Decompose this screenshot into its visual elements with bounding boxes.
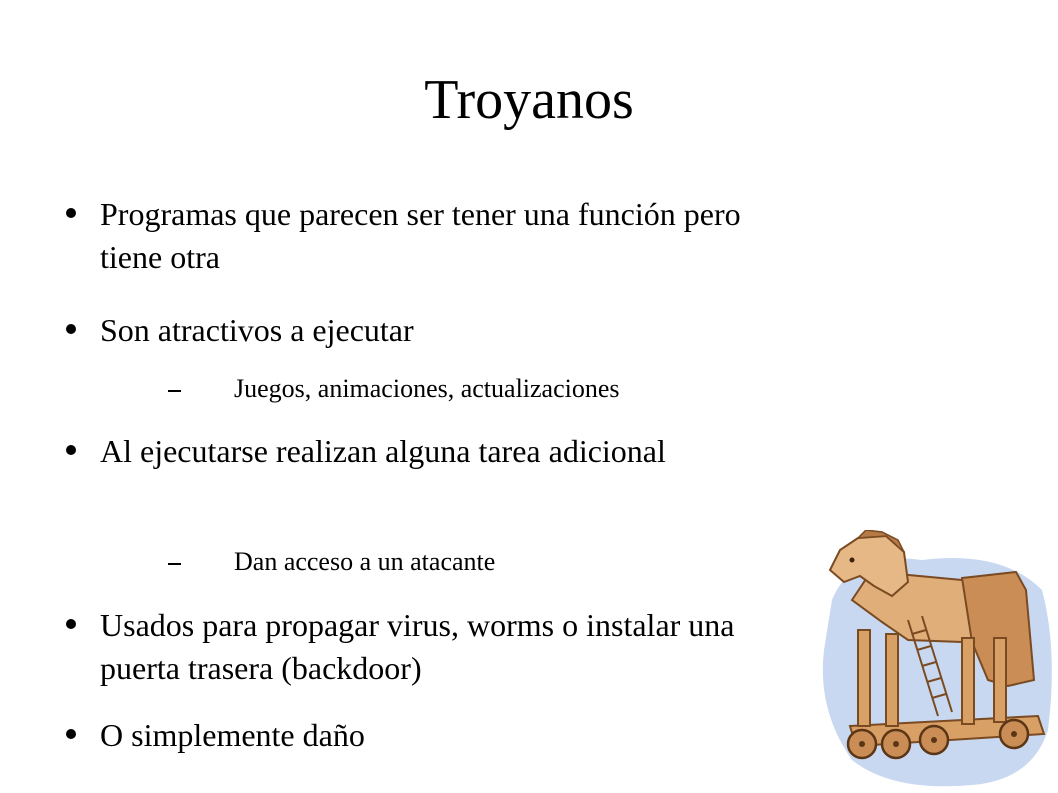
bullet-text: Usados para propagar virus, worms o instalar una puerta trasera (backdoor) [100,607,735,686]
bullet-dot-icon [66,729,76,739]
dash-icon [168,563,181,565]
bullet-text: Son atractivos a ejecutar [100,312,414,348]
bullet-dot-icon [66,208,76,218]
bullet-item [66,430,766,473]
bullet-text: Al ejecutarse realizan alguna tarea adicional [100,433,666,469]
bullet-text: O simplemente daño [100,717,365,753]
horse-eye [850,558,855,563]
bullet-item [66,309,766,352]
bullet-dot-icon [66,324,76,334]
bullet-dot-icon [66,445,76,455]
trojan-horse-icon [812,530,1058,793]
bullet-item [66,604,766,690]
horse-leg [858,630,870,726]
dash-icon [168,390,181,392]
sub-bullet-item [168,545,868,579]
sub-bullet-item [168,372,868,406]
bullet-text: Programas que parecen ser tener una función pero tiene otra [100,196,741,275]
horse-leg [962,638,974,724]
bullet-dot-icon [66,619,76,629]
horse-leg [994,638,1006,722]
sub-bullet-text: Dan acceso a un atacante [234,547,496,576]
bullet-item [66,714,766,757]
sub-bullet-text: Juegos, animaciones, actualizaciones [234,374,620,403]
bullet-item [66,193,766,279]
slide-title: Troyanos [424,69,634,131]
horse-leg [886,634,898,726]
